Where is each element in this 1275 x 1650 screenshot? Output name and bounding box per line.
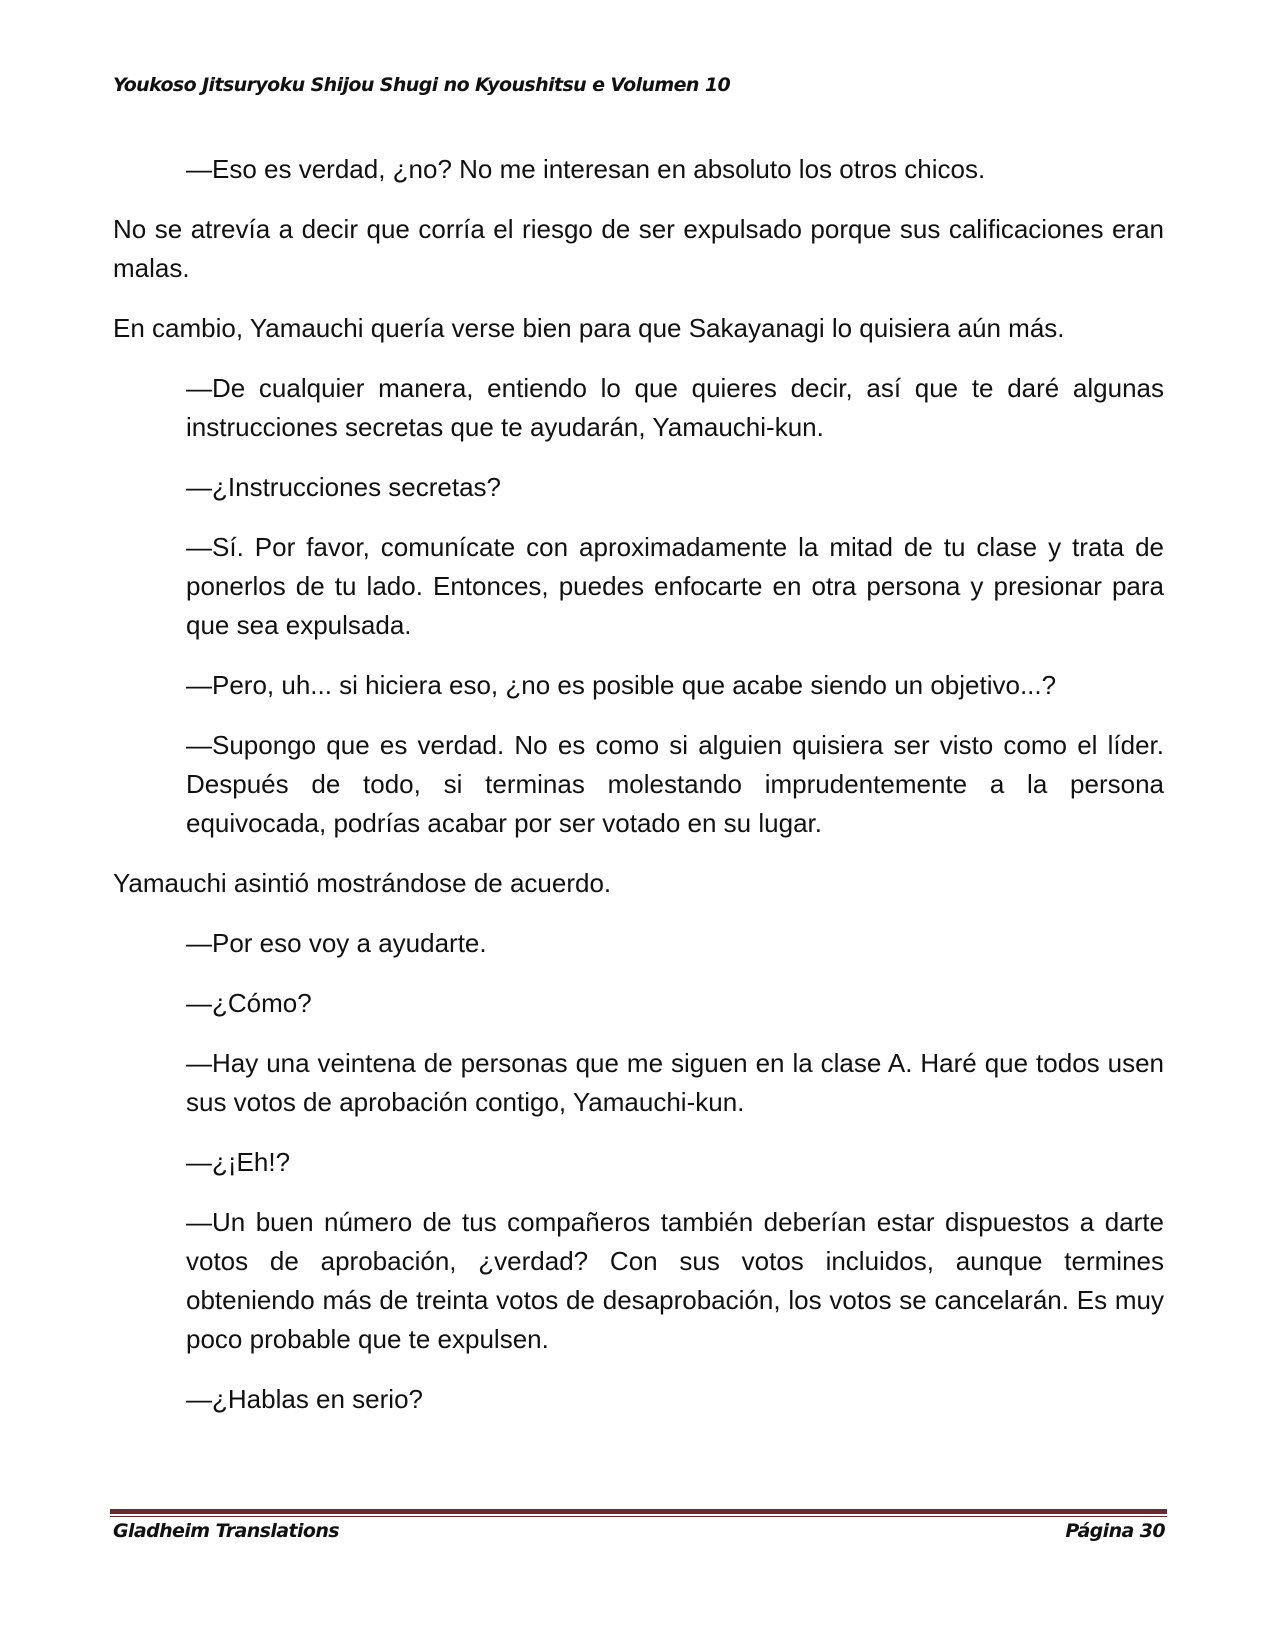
running-header: Youkoso Jitsuryoku Shijou Shugi no Kyoushitsu e Volumen 10 (113, 74, 731, 96)
footer-rule-thin (110, 1516, 1167, 1517)
dialogue-paragraph: —Un buen número de tus compañeros también deberían estar dispuestos a darte votos de aprobación, ¿verdad? Con sus votos incluidos, aunque termines obteniendo más de treinta votos de desaprobación, los votos se cancelarán. Es muy poco probable que te expulsen. (186, 1207, 1164, 1354)
dialogue-paragraph: —Supongo que es verdad. No es como si alguien quisiera ser visto como el líder. Después de todo, si terminas molestando imprudentemente a la persona equivocada, podrías acabar por ser votado en su lugar. (186, 730, 1164, 838)
narration-paragraph: No se atrevía a decir que corría el riesgo de ser expulsado porque sus calificaciones eran malas. (113, 214, 1164, 283)
dialogue-paragraph: —Eso es verdad, ¿no? No me interesan en absoluto los otros chicos. (186, 154, 986, 184)
dialogue-paragraph: —¿Instrucciones secretas? (186, 472, 502, 502)
dialogue-paragraph: —Hay una veintena de personas que me siguen en la clase A. Haré que todos usen sus votos de aprobación contigo, Yamauchi-kun. (186, 1048, 1164, 1117)
dialogue-paragraph: —Por eso voy a ayudarte. (186, 928, 487, 958)
page-body (113, 150, 1164, 1440)
footer-translator: Gladheim Translations (113, 1520, 339, 1542)
footer-rule (110, 1509, 1167, 1514)
footer-page-number: Página 30 (1065, 1520, 1165, 1542)
dialogue-paragraph: —¿Cómo? (186, 988, 312, 1018)
narration-paragraph: Yamauchi asintió mostrándose de acuerdo. (113, 868, 612, 898)
narration-paragraph: En cambio, Yamauchi quería verse bien para que Sakayanagi lo quisiera aún más. (113, 313, 1065, 343)
dialogue-paragraph: —De cualquier manera, entiendo lo que quieres decir, así que te daré algunas instrucciones secretas que te ayudarán, Yamauchi-kun. (186, 373, 1164, 442)
dialogue-paragraph: —Pero, uh... si hiciera eso, ¿no es posible que acabe siendo un objetivo...? (186, 670, 1057, 700)
dialogue-paragraph: —¿Hablas en serio? (186, 1384, 423, 1414)
dialogue-paragraph: —¿¡Eh!? (186, 1147, 291, 1177)
dialogue-paragraph: —Sí. Por favor, comunícate con aproximadamente la mitad de tu clase y trata de ponerlos de tu lado. Entonces, puedes enfocarte en otra persona y presionar para que sea expulsada. (186, 532, 1164, 640)
